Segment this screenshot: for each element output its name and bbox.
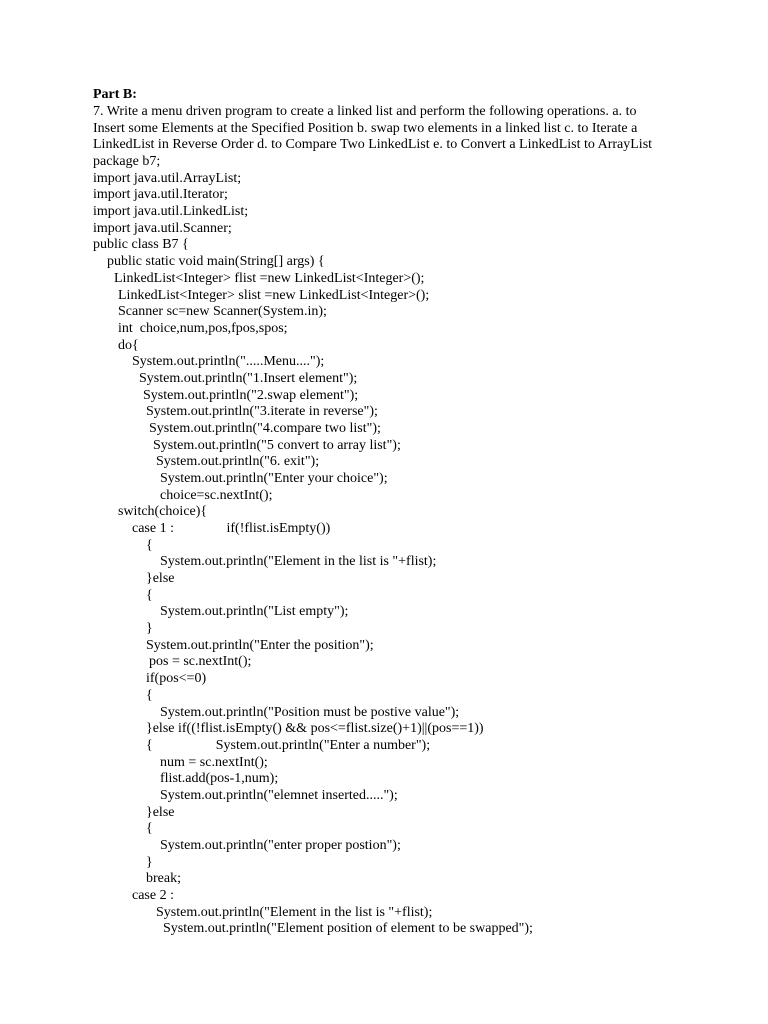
code-line: import java.util.Scanner;	[93, 220, 232, 236]
problem-statement-line-2: Insert some Elements at the Specified Position b. swap two elements in a linked list c. to Iterate a	[93, 120, 638, 136]
code-line: { System.out.println("Enter a number");	[146, 737, 431, 753]
code-line: {	[146, 587, 153, 603]
section-heading: Part B:	[93, 87, 137, 102]
code-line: System.out.println("Element position of element to be swapped");	[163, 921, 533, 937]
code-line: pos = sc.nextInt();	[149, 654, 252, 670]
code-line: do{	[118, 337, 139, 353]
code-line: if(pos<=0)	[146, 671, 207, 687]
code-line: public static void main(String[] args) {	[107, 254, 325, 270]
code-line: choice=sc.nextInt();	[160, 487, 273, 503]
code-line: public class B7 {	[93, 237, 189, 253]
code-line: break;	[146, 871, 181, 887]
code-line: }	[146, 621, 153, 637]
code-line: LinkedList<Integer> flist =new LinkedList<Integer>();	[114, 270, 425, 286]
code-line: package b7;	[93, 154, 161, 169]
code-line: System.out.println("Enter the position");	[146, 637, 374, 653]
code-line: System.out.println("enter proper postion");	[160, 837, 401, 853]
code-line: case 2 :	[132, 888, 174, 903]
code-line: System.out.println(".....Menu....");	[132, 354, 325, 370]
code-line: import java.util.LinkedList;	[93, 204, 249, 220]
code-line: {	[146, 687, 153, 703]
code-line: {	[146, 537, 153, 553]
code-line: System.out.println("1.Insert element");	[139, 370, 358, 386]
code-line: System.out.println("Position must be postive value");	[160, 704, 460, 720]
code-line: System.out.println("2.swap element");	[143, 387, 359, 403]
code-line: System.out.println("List empty");	[160, 604, 349, 620]
code-line: flist.add(pos-1,num);	[160, 771, 279, 787]
code-line: System.out.println("5 convert to array list");	[153, 437, 401, 453]
problem-statement-line-3: LinkedList in Reverse Order d. to Compare Two LinkedList e. to Convert a LinkedList to ArrayList	[93, 137, 653, 153]
code-line: System.out.println("Element in the list is "+flist);	[160, 554, 437, 570]
code-line: System.out.println("4.compare two list");	[149, 420, 381, 436]
code-line: LinkedList<Integer> slist =new LinkedList<Integer>();	[118, 287, 430, 303]
code-line: import java.util.ArrayList;	[93, 170, 242, 186]
code-line: }else if((!flist.isEmpty() && pos<=flist.size()+1)||(pos==1))	[146, 721, 484, 737]
code-line: Scanner sc=new Scanner(System.in);	[118, 304, 327, 320]
code-line: switch(choice){	[118, 504, 208, 520]
code-line: case 1 : if(!flist.isEmpty())	[132, 521, 331, 536]
problem-statement-line-1: 7. Write a menu driven program to create a linked list and perform the following operations. a. to	[93, 104, 637, 119]
code-line: }else	[146, 804, 175, 820]
code-line: System.out.println("3.iterate in reverse");	[146, 404, 378, 420]
code-line: System.out.println("Enter your choice");	[160, 471, 388, 486]
code-line: }else	[146, 571, 175, 586]
code-line: System.out.println("Element in the list is "+flist);	[156, 904, 433, 920]
code-line: num = sc.nextInt();	[160, 754, 268, 770]
code-line: int choice,num,pos,fpos,spos;	[118, 320, 288, 336]
code-line: }	[146, 854, 153, 870]
code-line: import java.util.Iterator;	[93, 187, 228, 203]
code-line: System.out.println("elemnet inserted.....");	[160, 787, 398, 803]
code-line: {	[146, 821, 153, 837]
code-line: System.out.println("6. exit");	[156, 454, 320, 470]
